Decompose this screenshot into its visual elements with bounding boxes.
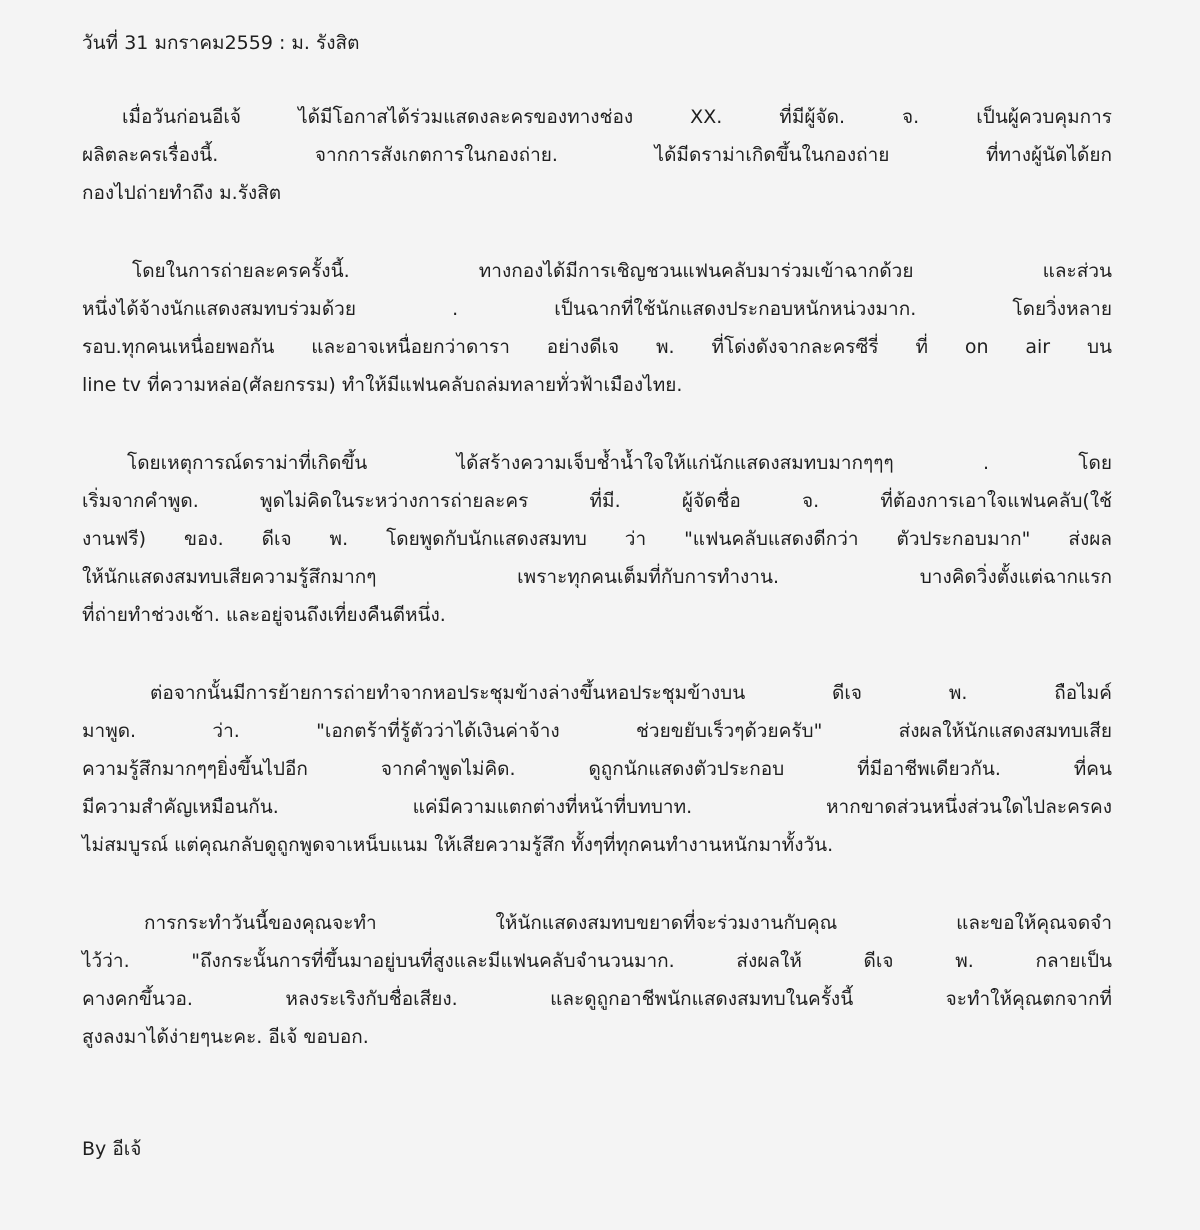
- text-line: หนึ่งได้จ้างนักแสดงสมทบร่วมด้วย . เป็นฉากที่ใช้นักแสดงประกอบหนักหน่วงมาก. โดยวิ่งหลาย: [82, 298, 1112, 320]
- text-line: กองไปถ่ายทำถึง ม.รังสิต: [82, 182, 282, 204]
- text-line: รอบ.ทุกคนเหนื่อยพอกัน และอาจเหนื่อยกว่าดารา อย่างดีเจ พ. ที่โด่งดังจากละครซีรี่ ที่ on air บน: [82, 336, 1112, 358]
- paragraph: [82, 444, 1112, 634]
- text-line: ไว้ว่า. "ถึงกระนั้นการที่ขึ้นมาอยู่บนที่สูงและมีแฟนคลับจำนวนมาก. ส่งผลให้ ดีเจ พ. กลายเป็น: [82, 950, 1112, 972]
- text-line: คางคกขึ้นวอ. หลงระเริงกับชื่อเสียง. และดูถูกอาชีพนักแสดงสมทบในครั้งนี้ จะทำให้คุณตกจากที่: [82, 988, 1112, 1010]
- date-line: วันที่ 31 มกราคม2559 : ม. รังสิต: [82, 32, 360, 54]
- paragraph: [82, 252, 1112, 404]
- text-line: เมื่อวันก่อนอีเจ้ ได้มีโอกาสได้ร่วมแสดงละครของทางช่อง XX. ที่มีผู้จัด. จ. เป็นผู้ควบคุมการ: [122, 106, 1112, 128]
- signature: By อีเจ้: [82, 1138, 142, 1160]
- text-line: โดยเหตุการณ์ดราม่าที่เกิดขึ้น ได้สร้างความเจ็บช้ำน้ำใจให้แก่นักแสดงสมทบมากๆๆๆ . โดย: [127, 452, 1112, 474]
- text-line: โดยในการถ่ายละครครั้งนี้. ทางกองได้มีการเชิญชวนแฟนคลับมาร่วมเข้าฉากด้วย และส่วน: [132, 260, 1112, 282]
- paragraph: [82, 98, 1112, 212]
- text-line: การกระทำวันนี้ของคุณจะทำ ให้นักแสดงสมทบขยาดที่จะร่วมงานกับคุณ และขอให้คุณจดจำ: [144, 912, 1112, 934]
- text-line: ที่ถ่ายทำช่วงเช้า. และอยู่จนถึงเที่ยงคืนตีหนึ่ง.: [82, 604, 446, 626]
- text-line: ต่อจากนั้นมีการย้ายการถ่ายทำจากหอประชุมข้างล่างขึ้นหอประชุมข้างบน ดีเจ พ. ถือไมค์: [150, 682, 1112, 704]
- paragraph: [82, 904, 1112, 1056]
- text-line: ให้นักแสดงสมทบเสียความรู้สึกมากๆ เพราะทุกคนเต็มที่กับการทำงาน. บางคิดวิ่งตั้งแต่ฉากแรก: [82, 566, 1112, 588]
- document-body: [82, 24, 1112, 1096]
- text-line: ไม่สมบูรณ์ แต่คุณกลับดูถูกพูดจาเหน็บแนม ให้เสียความรู้สึก ทั้งๆที่ทุกคนทำงานหนักมาทั้งวัน.: [82, 834, 834, 856]
- text-line: มาพูด. ว่า. "เอกตร้าที่รู้ตัวว่าได้เงินค่าจ้าง ช่วยขยับเร็วๆด้วยครับ" ส่งผลให้นักแสดงสมทบเสีย: [82, 720, 1112, 742]
- text-line: line tv ที่ความหล่อ(ศัลยกรรม) ทำให้มีแฟนคลับถล่มทลายทั่วฟ้าเมืองไทย.: [82, 374, 683, 396]
- text-line: เริ่มจากคำพูด. พูดไม่คิดในระหว่างการถ่ายละคร ที่มี. ผู้จัดชื่อ จ. ที่ต้องการเอาใจแฟนคลับ(ใช้: [82, 490, 1112, 512]
- text-line: มีความสำคัญเหมือนกัน. แค่มีความแตกต่างที่หน้าที่บทบาท. หากขาดส่วนหนึ่งส่วนใดไปละครคง: [82, 796, 1112, 818]
- paragraph: [82, 674, 1112, 864]
- text-line: ความรู้สึกมากๆๆยิ่งขึ้นไปอีก จากคำพูดไม่คิด. ดูถูกนักแสดงตัวประกอบ ที่มีอาชีพเดียวกัน. ที่คน: [82, 758, 1112, 780]
- text-line: งานฟรี) ของ. ดีเจ พ. โดยพูดกับนักแสดงสมทบ ว่า "แฟนคลับแสดงดีกว่า ตัวประกอบมาก" ส่งผล: [82, 528, 1112, 550]
- text-line: สูงลงมาได้ง่ายๆนะคะ. อีเจ้ ขอบอก.: [82, 1026, 369, 1048]
- text-line: ผลิตละครเรื่องนี้. จากการสังเกตการในกองถ่าย. ได้มีดราม่าเกิดขึ้นในกองถ่าย ที่ทางผู้นัดได้ยก: [82, 144, 1112, 166]
